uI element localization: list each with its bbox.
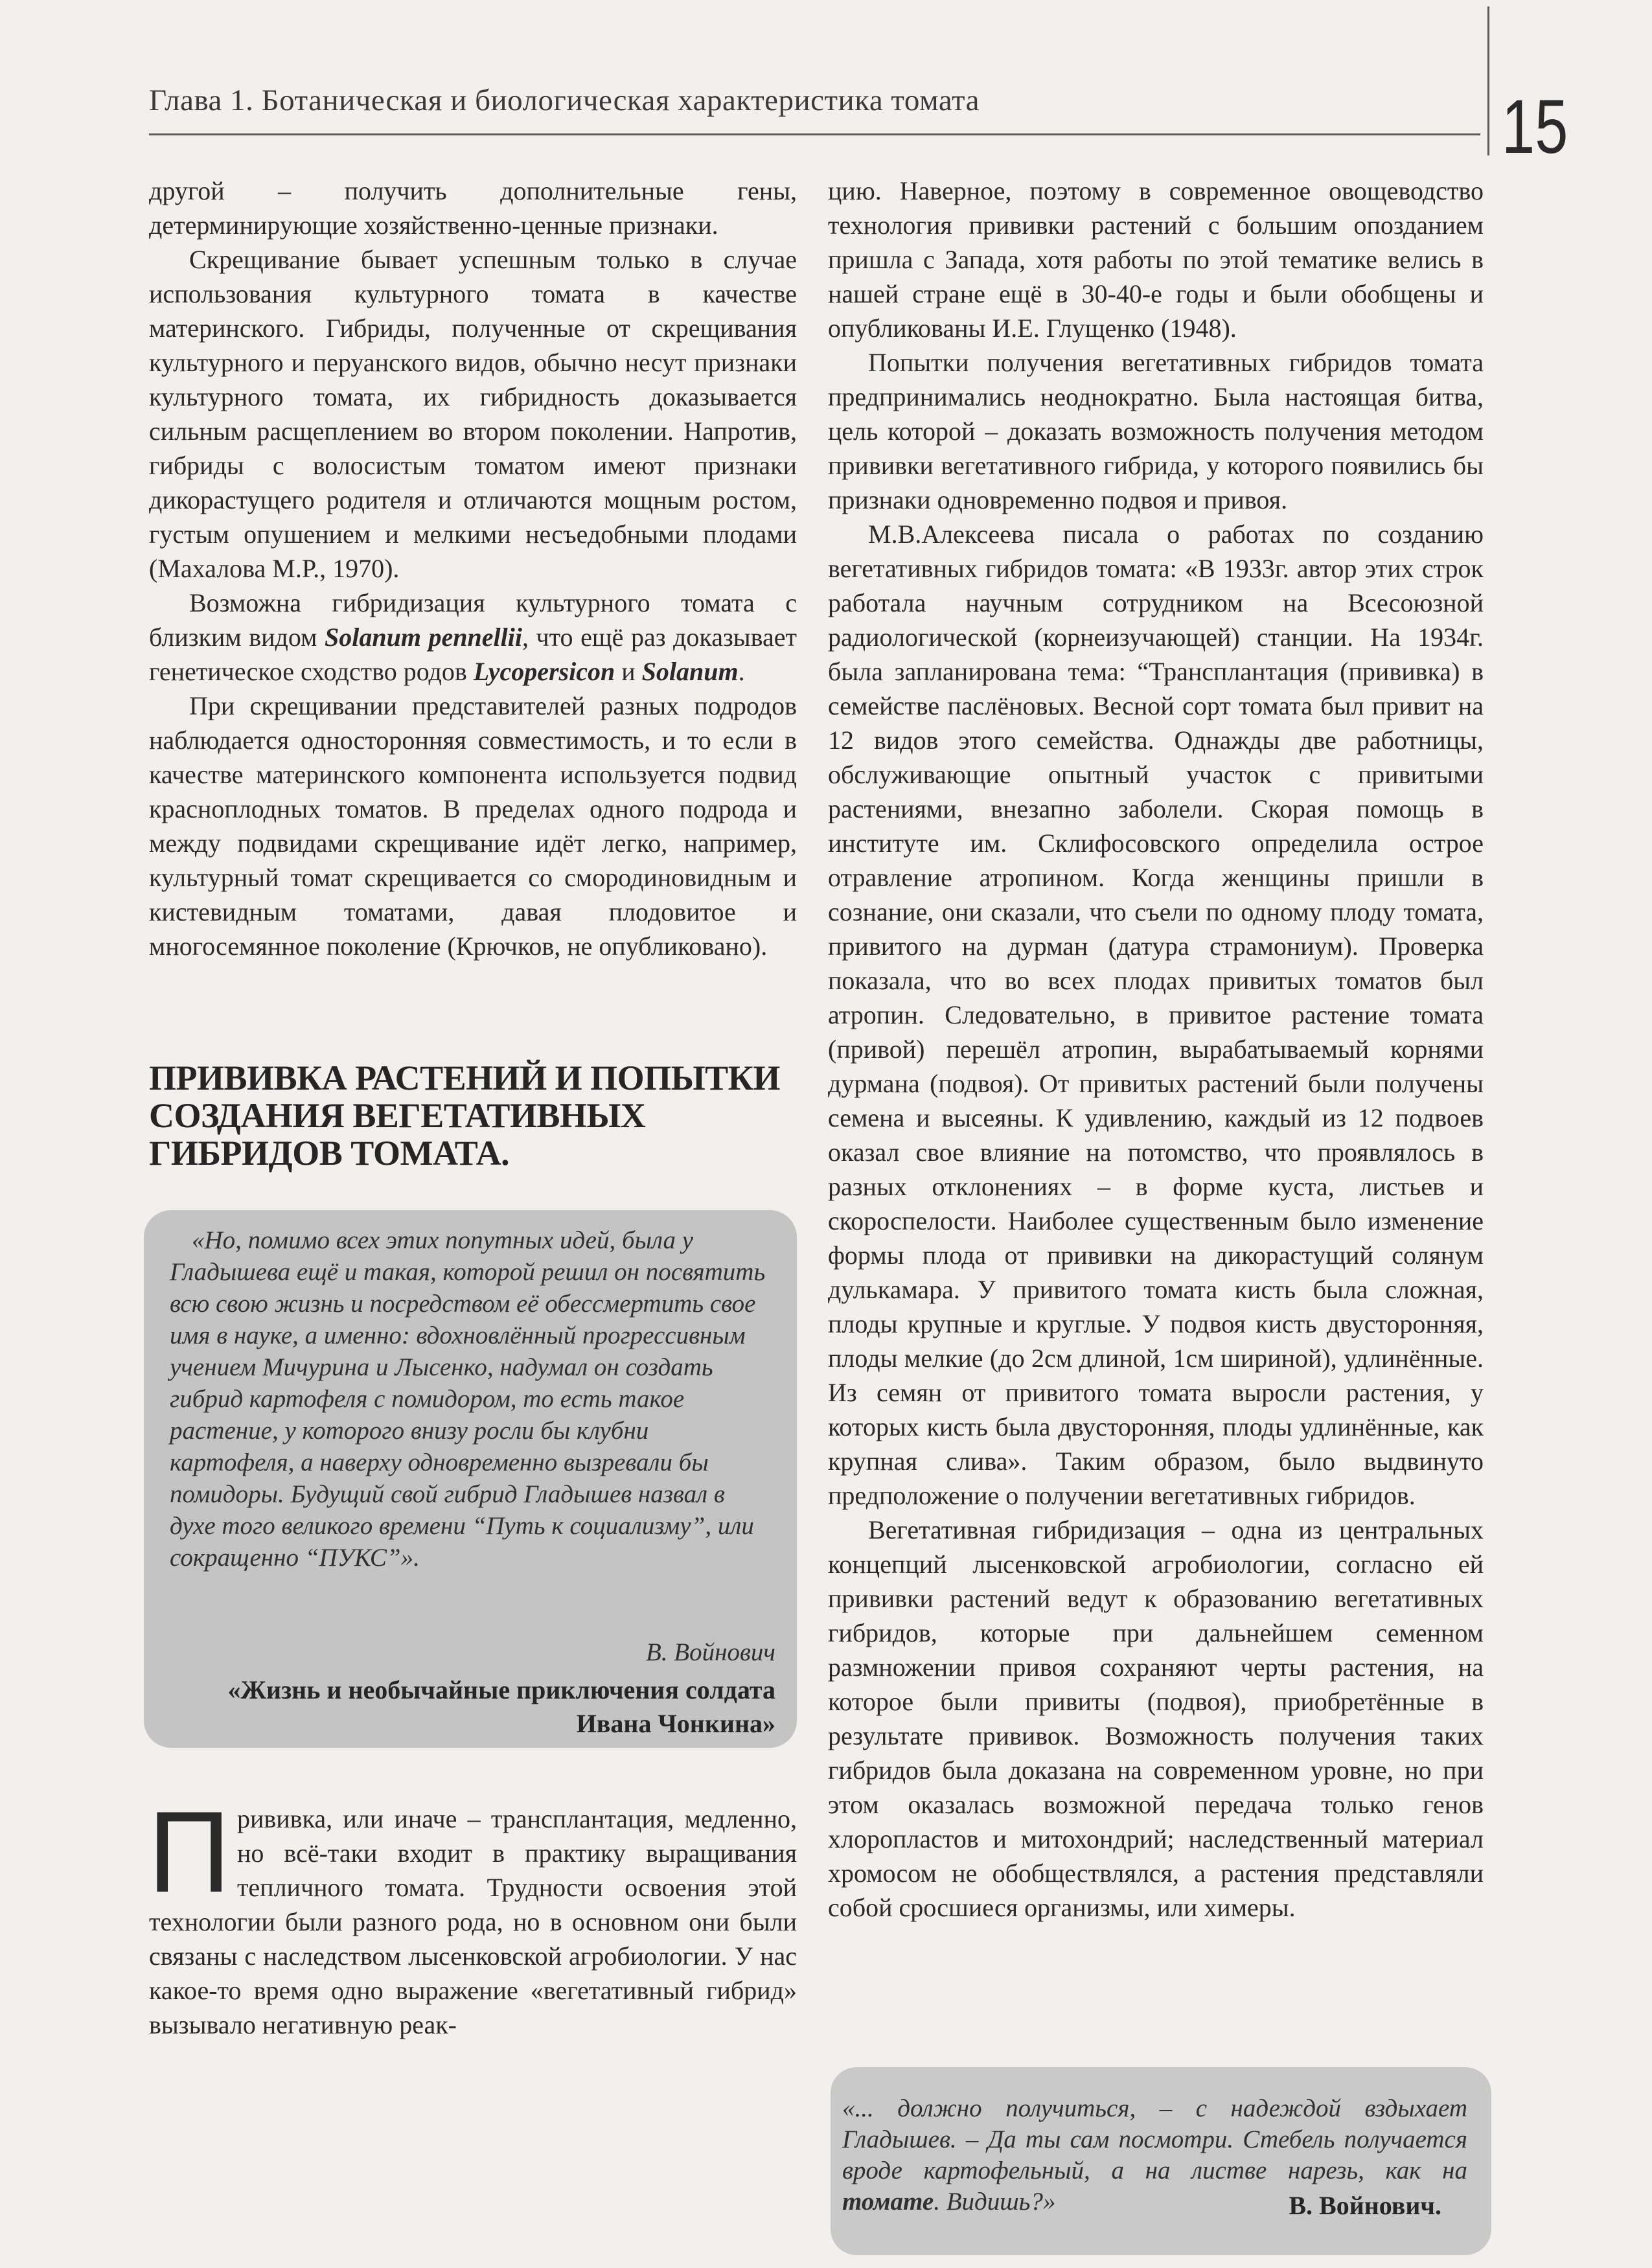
- page-number: 15: [1502, 84, 1568, 170]
- section-title: ПРИВИВКА РАСТЕНИЙ И ПОПЫТКИ СОЗДАНИЯ ВЕГЕТАТИВНЫХ ГИБРИДОВ ТОМАТА.: [149, 1059, 780, 1173]
- species-name: Solanum pennellii: [324, 623, 522, 652]
- right-column: [828, 174, 1484, 1925]
- bottom-quote-author: В. Войнович.: [1289, 2191, 1441, 2220]
- epigraph-source: «Жизнь и необычайные приключения солдата Ивана Чонкина»: [227, 1675, 775, 1738]
- drop-cap: П: [148, 1787, 231, 1916]
- paragraph: М.В.Алексеева писала о работах по созданию вегетативных гибридов томата: «В 1933г. автор этих строк работала научным сотрудником на Всесоюзной радиологической (корнеизучающей) станции. На 1934г. была запланирована тема: “Трансплантация (прививка) в семействе паслёновых. Весной сорт томата был привит на 12 видов этого семейства. Однажды две работницы, обслуживающие опытный участок с привитыми растениями, внезапно заболели. Скорая помощь в институте им. Склифосовского определила острое отравление атропином. Когда женщины пришли в сознание, они сказали, что съели по одному плоду томата, привитого на дурман (датура страмониум). Проверка показала, что во всех плодах привитых томатов был атропин. Следовательно, в привитое растение томата (привой) перешёл атропин, вырабатываемый корнями дурмана (подвоя). От привитых растений были получены семена и высеяны. К удивлению, каждый из 12 подвоев оказал свое влияние на потомство, что проявлялось в разных отклонениях – в форме куста, листьев и скороспелости. Наиболее существенным было изменение формы плода от прививки на дикорастущий солянум дулькамара. У привитого томата кисть была сложная, плоды крупные и круглые. У подвоя кисть двусторонняя, плоды мелкие (до 2см длиной, 1см шириной), удлинённые. Из семян от привитого томата выросли растения, у которых кисть была двусторонняя, плоды удлинённые, как крупная слива». Таким образом, было выдвинуто предположение о получении вегетативных гибридов.: [828, 520, 1484, 1510]
- dropcap-paragraph: Прививка, или иначе – трансплантация, медленно, но всё-таки входит в практику выращивания тепличного томата. Трудности освоения этой технологии были разного рода, но в основном они были связаны с наследством лысенковской агробиологии. У нас какое-то время одно выражение «вегетативный гибрид» вызывало негативную реак-: [148, 1787, 797, 2039]
- paragraph: Вегетативная гибридизация – одна из центральных концепций лысенковской агробиологии, согласно ей прививки растений ведут к образованию вегетативных гибридов, которые при дальнейшем семенном размножении привоя сохраняют черты растения, на которое были привиты (подвоя), приобретённые в результате прививок. Возможность получения таких гибридов была доказана на современном уровне, но при этом оказалась возможной передача только генов хлоропластов и митохондрий; наследственный материал хромосом не обобществлялся, а растения представляли собой сросшиеся организмы, или химеры.: [828, 1515, 1484, 1922]
- epigraph-text: «Но, помимо всех этих попутных идей, была у Гладышева ещё и такая, которой решил он посвятить всю свою жизнь и посредством её обессмертить свое имя в науке, а именно: вдохновлённый прогрессивным учением Мичурина и Лысенко, надумал он создать гибрид картофеля с помидором, то есть такое растение, у которого внизу росли бы клубни картофеля, а наверху одновременно вызревали бы помидоры. Будущий свой гибрид Гладышев назвал в духе того великого времени “Путь к социализму”, или сокращенно “ПУКС”».: [170, 1226, 766, 1572]
- genus-name: Lycopersicon: [473, 657, 615, 686]
- paragraph: цию. Наверное, поэтому в современное овощеводство технология прививки растений с большим опозданием пришла с Запада, хотя работы по этой тематике велись в нашей стране ещё в 30-40-е годы и были обобщены и опубликованы И.Е. Глущенко (1948).: [828, 176, 1484, 343]
- genus-name: Solanum: [641, 657, 739, 686]
- header-rule: [149, 133, 1480, 135]
- paragraph: другой – получить дополнительные гены, детерминирующие хозяйственно-ценные признаки.: [149, 176, 797, 240]
- chapter-header: Глава 1. Ботаническая и биологическая характеристика томата: [149, 84, 980, 117]
- emphasis: томате: [842, 2188, 934, 2216]
- paragraph: Попытки получения вегетативных гибридов томата предпринимались неоднократно. Была настоящая битва, цель которой – доказать возможность получения методом прививки вегетативного гибрида, у которого появились бы признаки одновременно подвоя и привоя.: [828, 348, 1484, 514]
- left-column: [149, 174, 797, 963]
- paragraph: Скрещивание бывает успешным только в случае использования культурного томата в качестве материнского. Гибриды, полученные от скрещивания культурного и перуанского видов, обычно несут признаки культурного томата, их гибридность доказывается сильным расщеплением во втором поколении. Напротив, гибриды с волосистым томатом имеют признаки дикорастущего родителя и отличаются мощным ростом, густым опушением и мелкими несъедобными плодами (Махалова М.Р., 1970).: [149, 245, 797, 583]
- paragraph: При скрещивании представителей разных подродов наблюдается односторонняя совместимость, и то если в качестве материнского компонента используется подвид красноплодных томатов. В пределах одного подрода и между подвидами скрещивание идёт легко, например, культурный томат скрещивается со смородиновидным и кистевидным томатами, давая плодовитое и многосемянное поколение (Крючков, не опубликовано).: [149, 691, 797, 961]
- epigraph-author: В. Войнович: [645, 1638, 775, 1666]
- header-vertical-rule: [1487, 6, 1489, 155]
- bottom-quote-text: «... должно получиться, – с надеждой вздыхает Гладышев. – Да ты сам посмотри. Стебель получается вроде картофельный, а на листве нарезь, как на томате. Видишь?»: [842, 2094, 1467, 2216]
- paragraph-hybridization: Возможна гибридизация культурного томата с близким видом Solanum pennellii, что ещё раз доказывает генетическое сходство родов Lycopersicon и Solanum.: [149, 588, 797, 686]
